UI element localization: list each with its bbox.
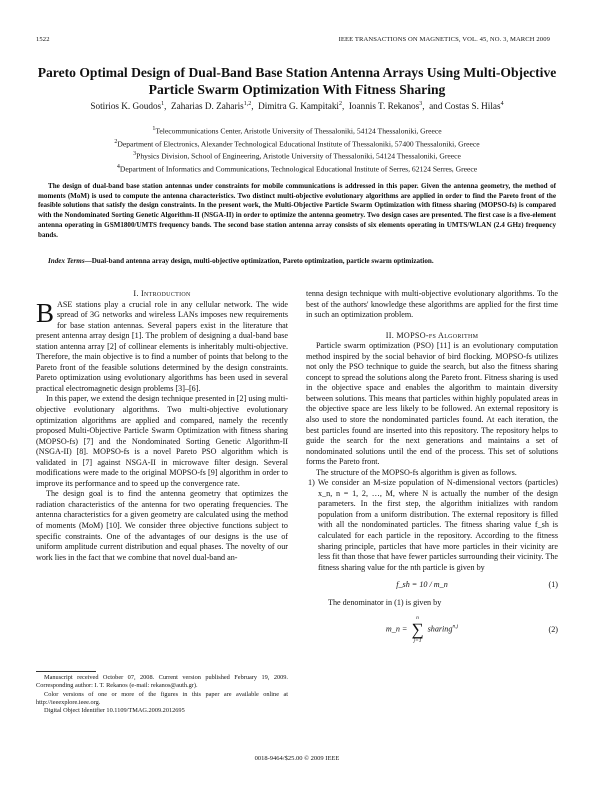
index-terms xyxy=(38,257,556,267)
affiliation-text: Department of Electronics, Alexander Technological Educational Institute of Thessaloniki, 57400 Thessaloniki, Greece xyxy=(117,139,480,149)
mopso-paragraph-2: The structure of the MOPSO-fs algorithm is given as follows. xyxy=(316,467,517,477)
author-name: Ioannis T. Rekanos xyxy=(348,101,420,112)
affiliation-text: Department of Informatics and Communications, Technological Educational Institute of Serres, 62124 Serres, Greece xyxy=(119,164,478,174)
affiliation-text: Physics Division, School of Engineering, Aristotle University of Thessaloniki, 54124 Thessaloniki, Greece xyxy=(136,151,461,161)
paper-title: Pareto Optimal Design of Dual-Band Base Station Antenna Arrays Using Multi-Objective Particle Swarm Optimization With Fitness Sharing xyxy=(37,65,557,97)
sum-symbol: ∑ xyxy=(411,620,424,640)
equation-1-number: (1) xyxy=(548,580,558,590)
footnote-divider xyxy=(36,671,96,672)
author-name: Zaharias D. Zaharis xyxy=(171,101,244,112)
list-item-text: We consider an M-size population of N-dimensional vectors (particles) x_n, n = 1, 2, …, M, where N is actually the number of the design parameters. In the first step, the algorithm initializes with random population from a uniform distribution. The external repository is filled with all the nondominated particles. The fitness sharing value f_sh is calculated for each particle in the repository. According to the fitness sharing principle, particles that have more particles in their vicinity are less fit than those that have fewer particles surrounding their vicinity. The fitness sharing value for the nth particle is given by xyxy=(317,478,558,572)
equation-1 xyxy=(306,580,558,591)
equation-2-rhs: sharing xyxy=(427,624,453,634)
index-terms-label: Index Terms xyxy=(48,257,85,265)
drop-cap: B xyxy=(36,297,55,328)
footnote: Color versions of one or more of the figures in this paper are available online at http://ieeexplore.ieee.org. xyxy=(36,690,288,706)
copyright-footer: 0018-9464/$25.00 © 2009 IEEE xyxy=(254,755,340,762)
affiliation-sup: 1 xyxy=(152,126,156,132)
sum-lower-limit: j=1 xyxy=(413,638,422,645)
section-heading-mopso: II. MOPSO-fs Algorithm xyxy=(385,330,479,340)
affiliation xyxy=(30,124,564,137)
equation-2-body xyxy=(306,615,538,644)
author-name: Dimitra G. Kampitaki xyxy=(258,101,339,112)
author-name: Sotirios K. Goudos xyxy=(90,101,162,112)
intro-paragraph-1 xyxy=(36,297,288,395)
section-heading-introduction: I. Introduction xyxy=(133,289,191,298)
affiliations xyxy=(30,124,564,174)
affiliation-sup: 4 xyxy=(116,163,120,170)
intro-paragraph-2: In this paper, we extend the design technique presented in [2] using multi-objective evolutionary algorithms. Two multi-objective evolutionary optimization algorithms are applied and compared, namely the recently proposed Multi-Objective Particle Swarm Optimization with fitness sharing (MOPSO-fs) [7] and the Nondominated Sorting Genetic Algorithm-II (NSGA-II) [8]. MOPSO-fs is a novel Pareto PSO algorithm which is validated in [7] against NSGA-II in microwave filter design. Several modifications were made to the original MOPSO-fs [9] algorithm in order to improve its performance and to speed up the convergence rate. xyxy=(36,394,288,488)
equation-1-body: f_sh = 10 / m_n xyxy=(396,580,448,590)
intro-paragraph-3: The design goal is to find the antenna geometry that optimizes the radiation characteristics of the antenna for two operating frequencies. The antenna characteristics for a given geometry are calculated using the method of moments (MoM) [10]. We consider three objective functions subject to specific constraints. One of the advantages of our designs is the use of uniform amplitude current distribution and equal phases. The novelty of our work lies in the fact that we combine that novel dual-band an- xyxy=(36,489,288,562)
left-column xyxy=(36,289,288,563)
page-number: 1522 xyxy=(36,36,50,43)
sum-upper-limit: n xyxy=(416,615,419,622)
equation-2 xyxy=(306,615,558,644)
summation xyxy=(411,615,423,644)
footnotes xyxy=(36,674,288,715)
affiliation xyxy=(30,149,564,162)
affiliation-sup: 3 xyxy=(133,151,137,158)
author-sup: 1 xyxy=(161,101,165,107)
list-item-number: 1) xyxy=(308,478,315,488)
equation-2-rhs-sup: n,j xyxy=(452,623,459,630)
affiliation-sup: 2 xyxy=(114,138,118,145)
list-item xyxy=(306,478,558,573)
equation-2-lhs: m_n = xyxy=(385,624,408,634)
footnote: Digital Object Identifier 10.1109/TMAG.2009.2012695 xyxy=(44,707,185,715)
author-list: Sotirios K. Goudos$^1$, Zaharias D. Zaharis$^{1,2}$, Dimitra G. Kampitaki$^2$, Ioannis T. Rekanos$^3$, and Costas S. Hilas$^4$ xyxy=(90,101,504,112)
abstract-text: The design of dual-band base station antennas under constraints for mobile communications is addressed in this paper. Given the antenna geometry, the method of moments (MoM) is used to compute the antenna characteristics. Two distinct multi-objective evolutionary algorithms are applied in order to find the Pareto front of the feasible solutions that satisfy the design constraints. In the present work, the Multi-Objective Particle Swarm Optimization with fitness sharing (MOPSO-fs) is compared with the Nondominated Sorting Genetic Algorithm-II (NSGA-II) in order to optimize the antenna geometry. Two design cases are presented. The first case is a five-element antenna operating in GSM1800/UMTS frequency bands. The second base station antenna array consists of six elements operating in UMTS/WLAN (2.4 GHz) frequency bands. xyxy=(38,182,556,239)
abstract xyxy=(38,182,556,240)
mopso-paragraph-1: Particle swarm optimization (PSO) [11] is an evolutionary computation method inspired by the social behavior of bird flocking. MOPSO-fs utilizes not only the PSO technique to guide the search, but also the fitness sharing concept to spread the solutions along the Pareto front. Fitness sharing is used in the objective space and enables the algorithm to maintain diversity between solutions. This means that particles within highly populated areas in the objective space are less likely to be followed. An external repository is also used to store the nondominated particles found. At each iteration, the best particles found are inserted into this repository. The repository helps to guide the search for the next generations and maintains a set of nondominated solutions until the end of the process. This set of solutions forms the Pareto front. xyxy=(306,341,558,467)
equation-2-number: (2) xyxy=(548,624,558,634)
footnote: Manuscript received October 07, 2008. Current version published February 19, 2009. Corresponding author: I. T. Rekanos (e-mail: rekanos@auth.gr). xyxy=(36,674,288,690)
affiliation xyxy=(30,137,564,150)
author-sup: 2 xyxy=(338,101,342,107)
journal-header: IEEE TRANSACTIONS ON MAGNETICS, VOL. 45, NO. 3, MARCH 2009 xyxy=(338,36,550,43)
author-sup: 1,2 xyxy=(243,101,252,107)
right-column xyxy=(306,289,558,651)
intro-paragraph-1-text: ASE stations play a crucial role in any cellular network. The wide spread of 3G networks and wireless LANs imposes new requirements for base station antennas. Several papers exist in the literature that present antenna array design [1]. The problem of designing a dual-band base station antenna array [2] of collinear elements is inheritably multi-objective. Therefore, the main objective is to find a number of points that belong to the Pareto front of the feasible solutions determined by the design constraints. Pareto optimization using evolutionary algorithms has been used in several practical electromagnetic design problems [3]–[6]. xyxy=(36,299,288,393)
author-sup: 4 xyxy=(500,101,504,107)
affiliation-text: Telecommunications Center, Aristotle University of Thessaloniki, 54124 Thessaloniki, Greece xyxy=(155,126,442,136)
intro-paragraph-3-continued: tenna design technique with multi-objective evolutionary algorithms. To the best of the authors' knowledge these algorithms are applied for the first time in such an optimization problem. xyxy=(306,289,558,320)
author-name: and Costas S. Hilas xyxy=(429,101,501,112)
mopso-paragraph-3: The denominator in (1) is given by xyxy=(328,597,442,607)
affiliation xyxy=(30,162,564,175)
author-sup: 3 xyxy=(419,101,423,107)
index-terms-text: —Dual-band antenna array design, multi-objective optimization, Pareto optimization, particle swarm optimization. xyxy=(84,257,434,265)
